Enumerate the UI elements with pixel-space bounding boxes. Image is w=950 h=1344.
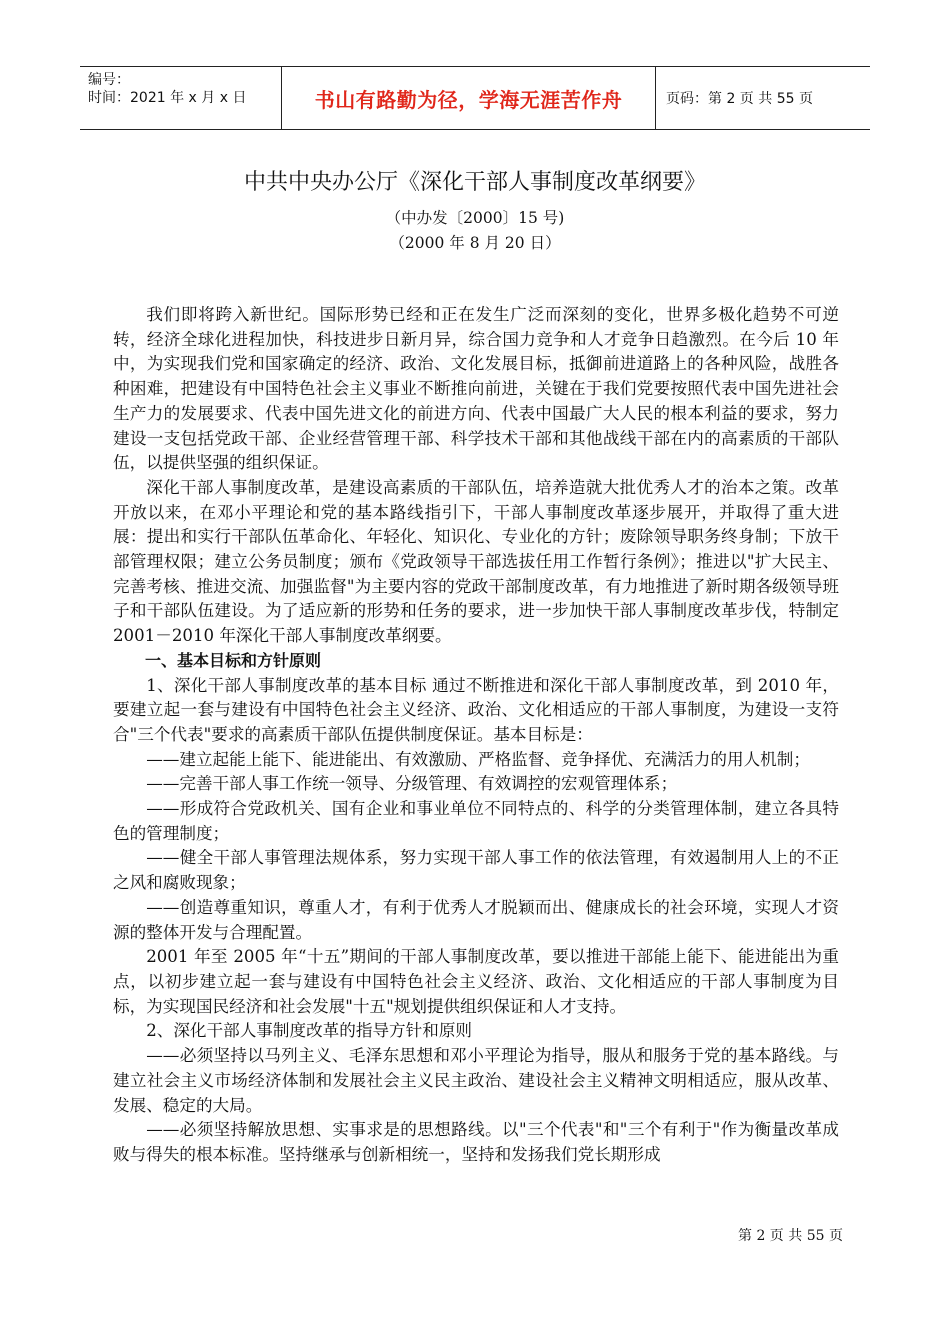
paragraph: ——形成符合党政机关、国有企业和事业单位不同特点的、科学的分类管理体制，建立各具特色的管理制度； (113, 799, 839, 843)
document-body (113, 303, 839, 1168)
paragraph: ——建立起能上能下、能进能出、有效激励、严格监督、竞争择优、充满活力的用人机制； (146, 749, 810, 769)
footer-page-number: 第 2 页 共 55 页 (738, 1228, 843, 1244)
paragraph: 我们即将跨入新世纪。国际形势已经和正在发生广泛而深刻的变化，世界多极化趋势不可逆转，经济全球化进程加快，科技进步日新月异，综合国力竞争和人才竞争日趋激烈。在今后 10 年中，为实现我们党和国家确定的经济、政治、文化发展目标，抵御前进道路上的各种风险，战胜各种困难，把建设有中国特色社会主义事业不断推向前进，关键在于我们党要按照代表中国先进社会生产力的发展要求、代表中国先进文化的前进方向、代表中国最广大人民的根本利益的要求，努力建设一支包括党政干部、企业经营管理干部、科学技术干部和其他战线干部在内的高素质的干部队伍，以提供坚强的组织保证。 (113, 305, 839, 473)
section-heading: 一、基本目标和方针原则 (145, 650, 322, 670)
header-page-number: 页码：第 2 页 共 55 页 (666, 91, 813, 107)
header-meta (80, 67, 282, 129)
date-label: 时间：2021 年 x 月 x 日 (88, 90, 247, 106)
document-title: 中共中央办公厅《深化干部人事制度改革纲要》 (243, 170, 706, 195)
document-number: （中办发〔2000〕15 号) (385, 209, 565, 227)
serial-label: 编号： (88, 72, 130, 88)
paragraph: ——必须坚持以马列主义、毛泽东思想和邓小平理论为指导，服从和服务于党的基本路线。与建立社会主义市场经济体制和发展社会主义民主政治、建设社会主义精神文明相适应，服从改革、发展、稳定的大局。 (113, 1046, 839, 1115)
paragraph: ——必须坚持解放思想、实事求是的思想路线。以"三个代表"和"三个有利于"作为衡量改革成败与得失的根本标准。坚持继承与创新相统一，坚持和发扬我们党长期形成 (113, 1120, 839, 1164)
page-header (80, 66, 870, 130)
paragraph: 2001 年至 2005 年“十五”期间的干部人事制度改革，要以推进干部能上能下、能进能出为重点，以初步建立起一套与建设有中国特色社会主义经济、政治、文化相适应的干部人事制度为目标，为实现国民经济和社会发展"十五"规划提供组织保证和人才支持。 (113, 947, 839, 1016)
paragraph: 深化干部人事制度改革，是建设高素质的干部队伍，培养造就大批优秀人才的治本之策。改革开放以来，在邓小平理论和党的基本路线指引下，干部人事制度改革逐步展开，并取得了重大进展：提出和实行干部队伍革命化、年轻化、知识化、专业化的方针；废除领导职务终身制；下放干部管理权限；建立公务员制度；颁布《党政领导干部选拔任用工作暂行条例》；推进以"扩大民主、完善考核、推进交流、加强监督"为主要内容的党政干部制度改革，有力地推进了新时期各级领导班子和干部队伍建设。为了适应新的形势和任务的要求，进一步加快干部人事制度改革步伐，特制定 2001－2010 年深化干部人事制度改革纲要。 (113, 477, 839, 646)
paragraph: ——创造尊重知识，尊重人才，有利于优秀人才脱颖而出、健康成长的社会环境，实现人才资源的整体开发与合理配置。 (113, 897, 839, 942)
paragraph: ——完善干部人事工作统一领导、分级管理、有效调控的宏观管理体系； (146, 774, 678, 794)
paragraph: ——健全干部人事管理法规体系，努力实现干部人事工作的依法管理，有效遏制用人上的不正之风和腐败现象； (113, 848, 839, 893)
paragraph: 1、深化干部人事制度改革的基本目标 通过不断推进和深化干部人事制度改革，到 2010 年，要建立起一套与建设有中国特色社会主义经济、政治、文化相适应的干部人事制度，为建设一支符合"三个代表"要求的高素质干部队伍提供制度保证。基本目标是： (113, 675, 839, 744)
document-date: （2000 年 8 月 20 日） (389, 234, 561, 252)
header-motto: 书山有路勤为径，学海无涯苦作舟 (282, 67, 656, 129)
subsection-heading: 2、深化干部人事制度改革的指导方针和原则 (146, 1021, 473, 1041)
